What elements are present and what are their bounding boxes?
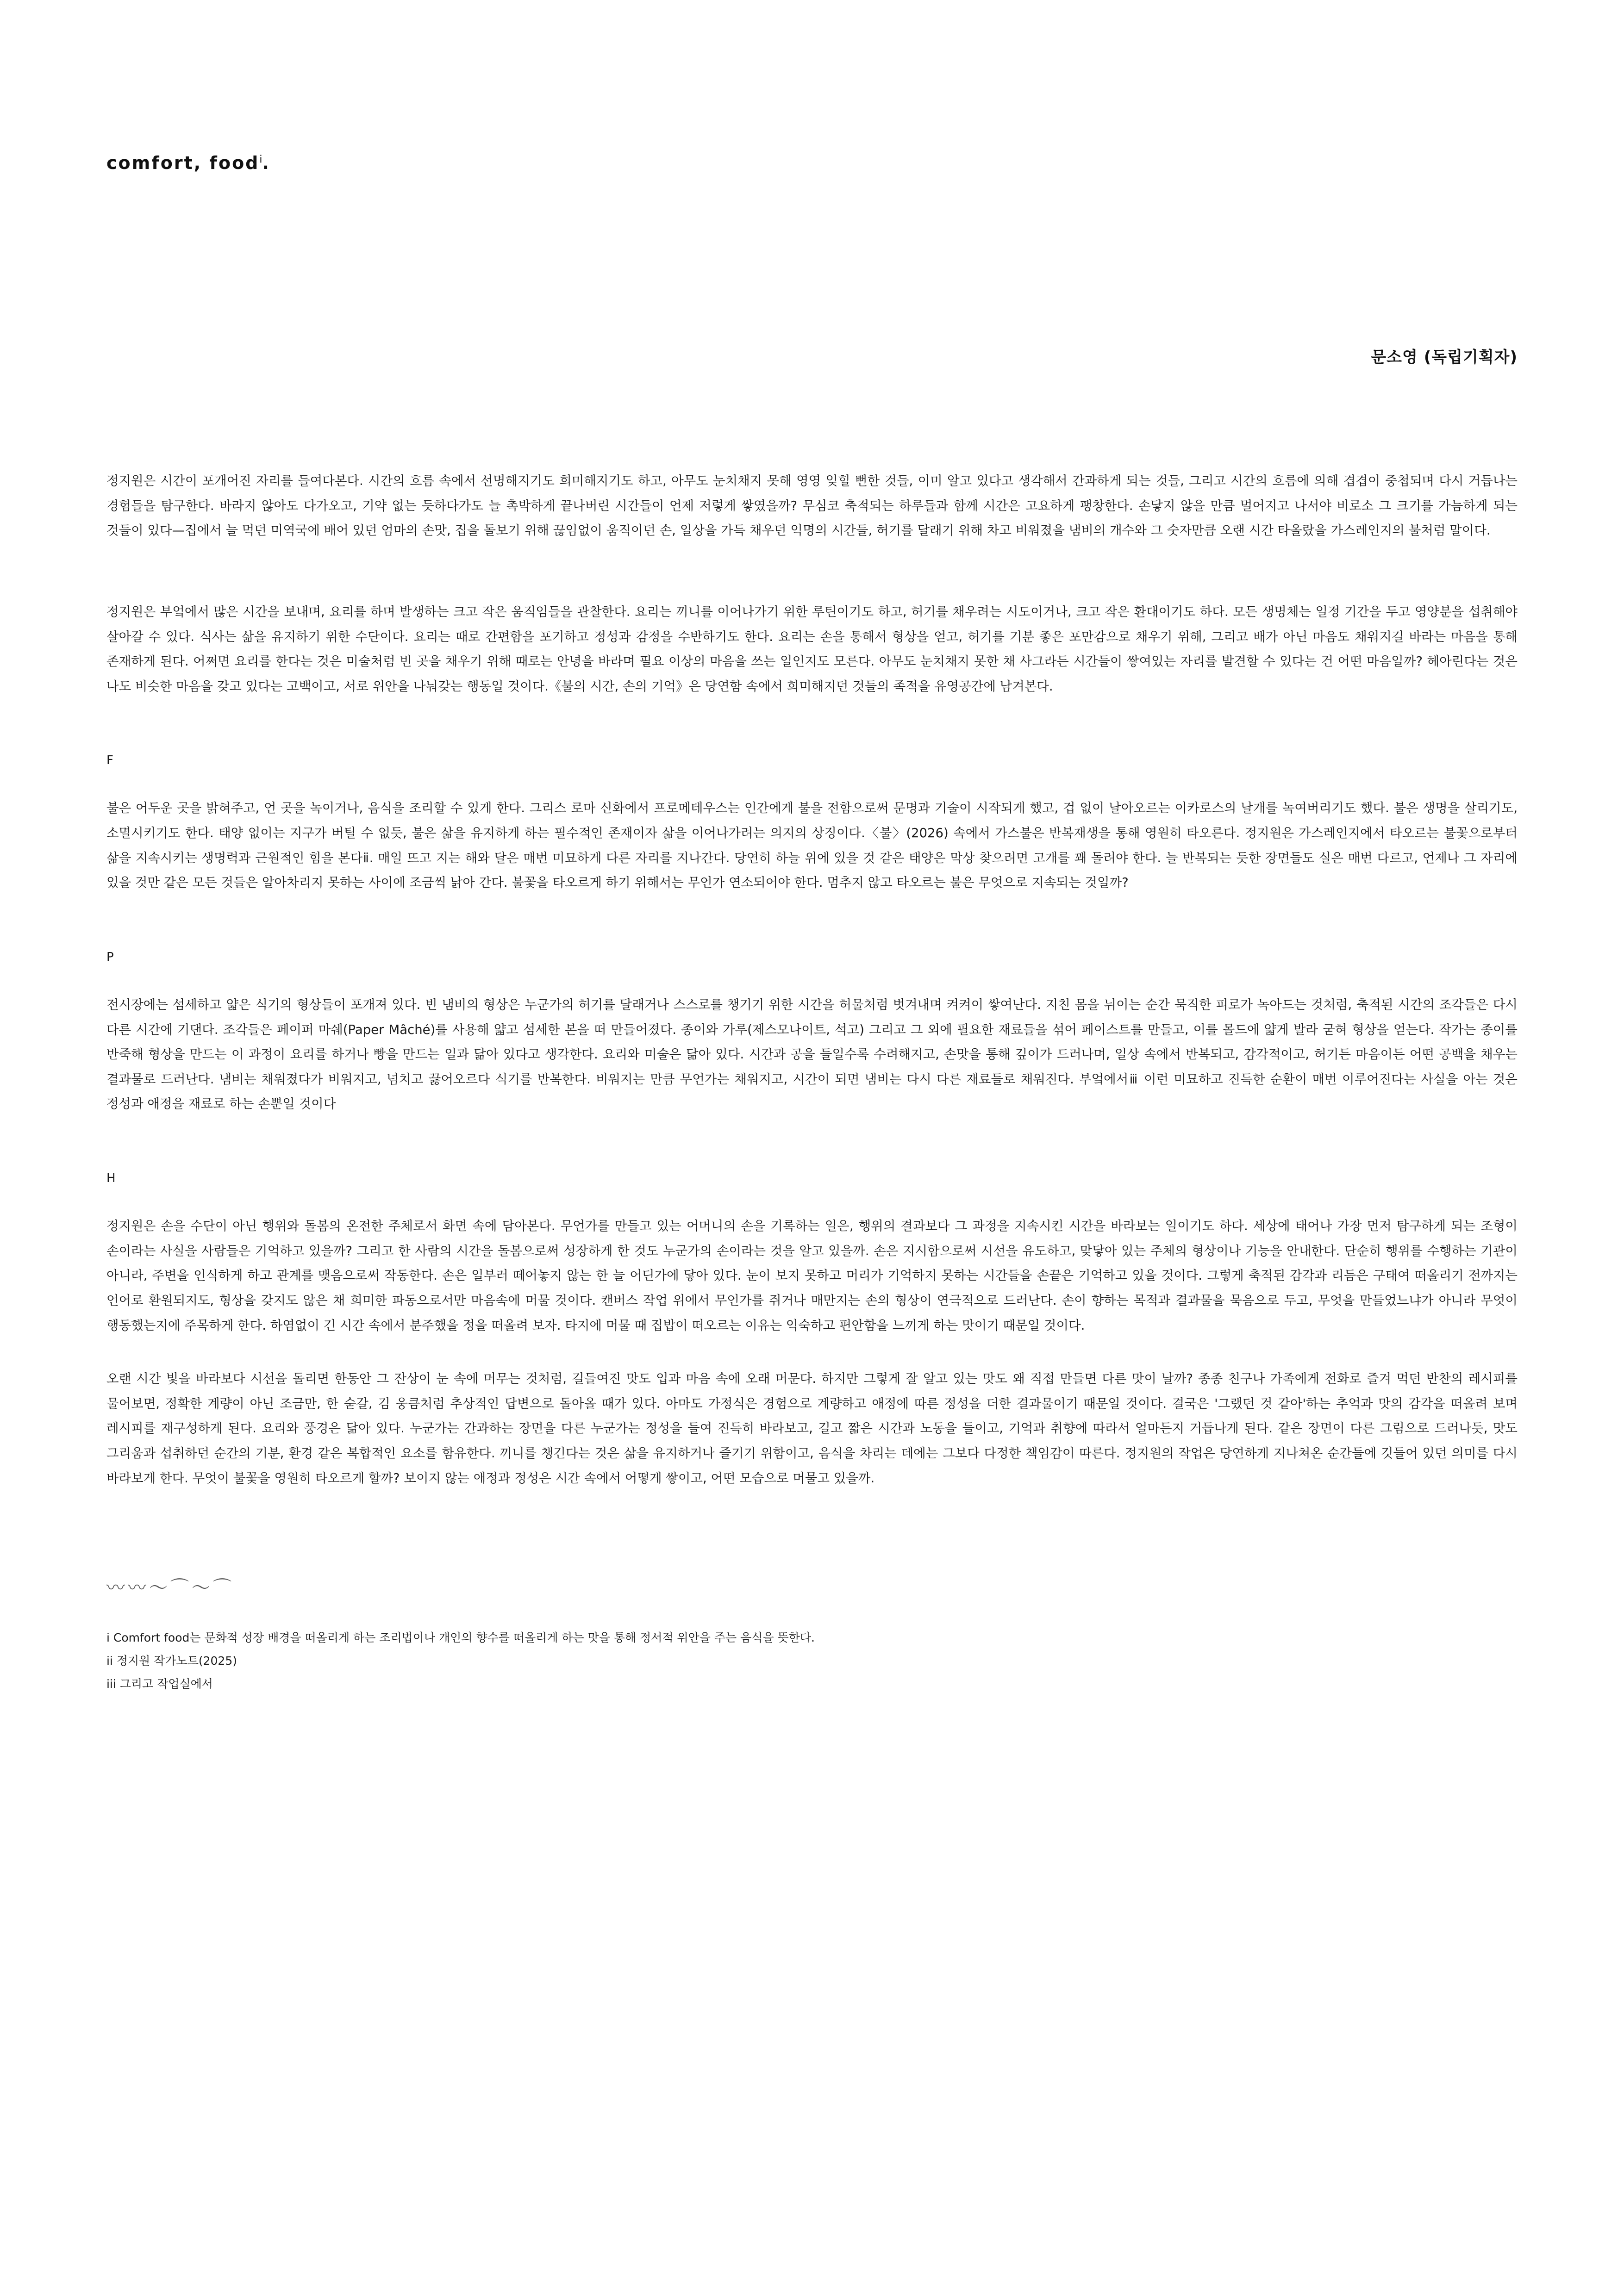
footnote-text: 그리고 작업실에서: [119, 1677, 213, 1691]
paragraph-p-1: 전시장에는 섬세하고 얇은 식기의 형상들이 포개져 있다. 빈 냄비의 형상은 누군가의 허기를 달래거나 스스로를 챙기기 위한 시간을 허물처럼 벗겨내며 켜켜이 쌓여난다. 지친 몸을 뉘이는 순간 묵직한 피로가 녹아드는 것처럼, 축적된 시간의 조각들은 다시 다른 시간에 기댄다. 조각들은 페이퍼 마쉐(Paper Mâché)를 사용해 얇고 섬세한 본을 떠 만들어졌다. 종이와 가루(제스모나이트, 석고) 그리고 그 외에 필요한 재료들을 섞어 페이스트를 만들고, 이를 몰드에 얇게 발라 굳혀 형상을 얻는다. 작가는 종이를 반죽해 형상을 만드는 이 과정이 요리를 하거나 빵을 만드는 일과 닮아 있다고 생각한다. 요리와 미술은 닮아 있다. 시간과 공을 들일수록 수려해지고, 손맛을 통해 깊이가 드러나며, 일상 속에서 반복되고, 감각적이고, 허기든 마음이든 어떤 공백을 채우는 결과물로 드러난다. 냄비는 채워졌다가 비워지고, 넘치고 끓어오르다 식기를 반복한다. 비워지는 만큼 무언가는 채워지고, 시간이 되면 냄비는 다시 다른 재료들로 채워진다. 부엌에서ⅲ 이런 미묘하고 진득한 순환이 매번 이루어진다는 사실을 아는 것은 정성과 애정을 재료로 하는 손뿐일 것이다: [106, 997, 1518, 1112]
ornament-divider: 〰〰〜⌒〜⌒: [106, 1577, 234, 1599]
section-heading-p: P: [106, 950, 114, 964]
footnote-item: [106, 1674, 1518, 1694]
paragraph-intro-2: 정지원은 부엌에서 많은 시간을 보내며, 요리를 하며 발생하는 크고 작은 움직임들을 관찰한다. 요리는 끼니를 이어나가기 위한 루틴이기도 하고, 허기를 채우려는 시도이거나, 크고 작은 환대이기도 하다. 모든 생명체는 일정 기간을 두고 영양분을 섭취해야 살아갈 수 있다. 식사는 삶을 유지하기 위한 수단이다. 요리는 때로 간편함을 포기하고 정성과 감정을 수반하기도 한다. 요리는 손을 통해서 형상을 얻고, 허기를 기분 좋은 포만감으로 채우기 위해, 그리고 배가 아닌 마음도 채워지길 바라는 마음을 통해 존재하게 된다. 어쩌면 요리를 한다는 것은 미술처럼 빈 곳을 채우기 위해 때로는 안녕을 바라며 필요 이상의 마음을 쓰는 일인지도 모른다. 아무도 눈치채지 못한 채 사그라든 시간들이 쌓여있는 자리를 발견할 수 있다는 건 어떤 마음일까? 헤아린다는 것은 나도 비슷한 마음을 갖고 있다는 고백이고, 서로 위안을 나눠갖는 행동일 것이다.《불의 시간, 손의 기억》은 당연함 속에서 희미해지던 것들의 족적을 유영공간에 남겨본다.: [106, 604, 1518, 694]
footnote-item: [106, 1651, 1518, 1671]
footnote-text: Comfort food는 문화적 성장 배경을 떠올리게 하는 조리법이나 개인의 향수를 떠올리게 하는 맛을 통해 정서적 위안을 주는 음식을 뜻한다.: [113, 1631, 815, 1645]
page-title-text: comfort, food: [106, 153, 260, 173]
paragraph-intro-1: 정지원은 시간이 포개어진 자리를 들여다본다. 시간의 흐름 속에서 선명해지기도 희미해지기도 하고, 아무도 눈치채지 못해 영영 잊힐 뻔한 것들, 이미 알고 있다고 생각해서 간과하게 되는 것들, 그리고 시간의 흐름에 의해 겹겹이 중첩되며 다시 거듭나는 경험들을 탐구한다. 바라지 않아도 다가오고, 기약 없는 듯하다가도 늘 촉박하게 끝나버린 시간들이 언제 저렇게 쌓였을까? 무심코 축적되는 하루들과 함께 시간은 고요하게 팽창한다. 손닿지 않을 만큼 멀어지고 나서야 비로소 그 크기를 가늠하게 되는 것들이 있다—집에서 늘 먹던 미역국에 배어 있던 엄마의 손맛, 집을 돌보기 위해 끊임없이 움직이던 손, 일상을 가득 채우던 익명의 시간들, 허기를 달래기 위해 차고 비워졌을 냄비의 개수와 그 숫자만큼 오랜 시간 타올랐을 가스레인지의 불처럼 말이다.: [106, 473, 1518, 538]
paragraph-h-2: 오랜 시간 빛을 바라보다 시선을 돌리면 한동안 그 잔상이 눈 속에 머무는 것처럼, 길들여진 맛도 입과 마음 속에 오래 머문다. 하지만 그렇게 잘 알고 있는 맛도 왜 직접 만들면 다른 맛이 날까? 종종 친구나 가족에게 전화로 즐겨 먹던 반찬의 레시피를 물어보면, 정확한 계량이 아닌 조금만, 한 숟갈, 김 웅큼처럼 추상적인 답변으로 돌아올 때가 있다. 아마도 가정식은 경험으로 계량하고 애정에 따른 정성을 더한 결과물이기 때문일 것이다. 결국은 '그랬던 것 같아'하는 추억과 맛의 감각을 떠올려 보며 레시피를 재구성하게 된다. 요리와 풍경은 닮아 있다. 누군가는 간과하는 장면을 다른 누군가는 정성을 들여 진득히 바라보고, 길고 짧은 시간과 노동을 들이고, 기억과 취향에 따라서 얼마든지 거듭나게 된다. 같은 장면이 다른 그림으로 드러나듯, 맛도 그리움과 섭취하던 순간의 기분, 환경 같은 복합적인 요소를 함유한다. 끼니를 챙긴다는 것은 삶을 유지하거나 즐기기 위함이고, 음식을 차리는 데에는 그보다 다정한 책임감이 따른다. 정지원의 작업은 당연하게 지나쳐온 순간들에 깃들어 있던 의미를 다시 바라보게 한다. 무엇이 불꽃을 영원히 타오르게 할까? 보이지 않는 애정과 정성은 시간 속에서 어떻게 쌓이고, 어떤 모습으로 머물고 있을까.: [106, 1371, 1518, 1486]
footnotes-section: [106, 1628, 1518, 1694]
footnote-item: [106, 1628, 1518, 1648]
paragraph-f-1: 불은 어두운 곳을 밝혀주고, 언 곳을 녹이거나, 음식을 조리할 수 있게 한다. 그리스 로마 신화에서 프로메테우스는 인간에게 불을 전함으로써 문명과 기술이 시작되게 했고, 겁 없이 날아오르는 이카로스의 날개를 녹여버리기도 했다. 불은 생명을 살리기도, 소멸시키기도 한다. 태양 없이는 지구가 버틸 수 없듯, 불은 삶을 유지하게 하는 필수적인 존재이자 삶을 이어나가려는 의지의 상징이다.〈불〉(2026) 속에서 가스불은 반복재생을 통해 영원히 타오른다. 정지원은 가스레인지에서 타오르는 불꽃으로부터 삶을 지속시키는 생명력과 근원적인 힘을 본다ⅱ. 매일 뜨고 지는 해와 달은 매번 미묘하게 다른 자리를 지나간다. 당연히 하늘 위에 있을 것 같은 태양은 막상 찾으려면 고개를 꽤 돌려야 한다. 늘 반복되는 듯한 장면들도 실은 매번 다르고, 언제나 그 자리에 있을 것만 같은 모든 것들은 알아차리지 못하는 사이에 조금씩 낡아 간다. 불꽃을 타오르게 하기 위해서는 무언가 연소되어야 한다. 멈추지 않고 타오르는 불은 무엇으로 지속되는 것일까?: [106, 801, 1518, 890]
footnote-marker: i: [106, 1631, 110, 1645]
footnote-marker: iii: [106, 1677, 116, 1691]
author-byline: 문소영 (독립기획자): [1371, 348, 1518, 367]
paragraph-spacer: [106, 572, 1518, 600]
footnote-text: 정지원 작가노트(2025): [116, 1654, 237, 1668]
section-heading-h: H: [106, 1171, 116, 1185]
page-title: comfort, food$^i$.: [106, 153, 270, 173]
document-body: [106, 469, 1518, 1491]
section-heading-f: F: [106, 753, 114, 768]
footnote-marker: ii: [106, 1654, 113, 1668]
paragraph-h-1: 정지원은 손을 수단이 아닌 행위와 돌봄의 온전한 주체로서 화면 속에 담아본다. 무언가를 만들고 있는 어머니의 손을 기록하는 일은, 행위의 결과보다 그 과정을 지속시킨 시간을 바라보는 일이기도 하다. 세상에 태어나 가장 먼저 탐구하게 되는 조형이 손이라는 사실을 사람들은 기억하고 있을까? 그리고 한 사람의 시간을 돌봄으로써 성장하게 한 것도 누군가의 손이라는 것을 알고 있을까. 손은 지시함으로써 시선을 유도하고, 맞닿아 있는 주체의 형상이나 기능을 안내한다. 단순히 행위를 수행하는 기관이 아니라, 주변을 인식하게 하고 관계를 맺음으로써 작동한다. 손은 일부러 떼어놓지 않는 한 늘 어딘가에 닿아 있다. 눈이 보지 못하고 머리가 기억하지 못하는 시간들을 손끝은 기억하고 있을 것이다. 그렇게 축적된 감각과 리듬은 구태여 떠올리기 전까지는 언어로 환원되지도, 형상을 갖지도 않은 채 희미한 파동으로서만 마음속에 머물 것이다. 캔버스 작업 위에서 무언가를 쥐거나 매만지는 손의 형상이 연극적으로 드러난다. 손이 향하는 목적과 결과물을 묵음으로 두고, 무엇을 만들었느냐가 아니라 무엇이 행동했는지에 주목하게 한다. 하염없이 긴 시간 속에서 분주했을 정을 떠올려 보자. 타지에 머물 때 집밥이 떠오르는 이유는 익숙하고 편안함을 느끼게 하는 맛이기 때문일 것이다.: [106, 1219, 1518, 1333]
title-footnote-marker: i: [259, 154, 262, 166]
